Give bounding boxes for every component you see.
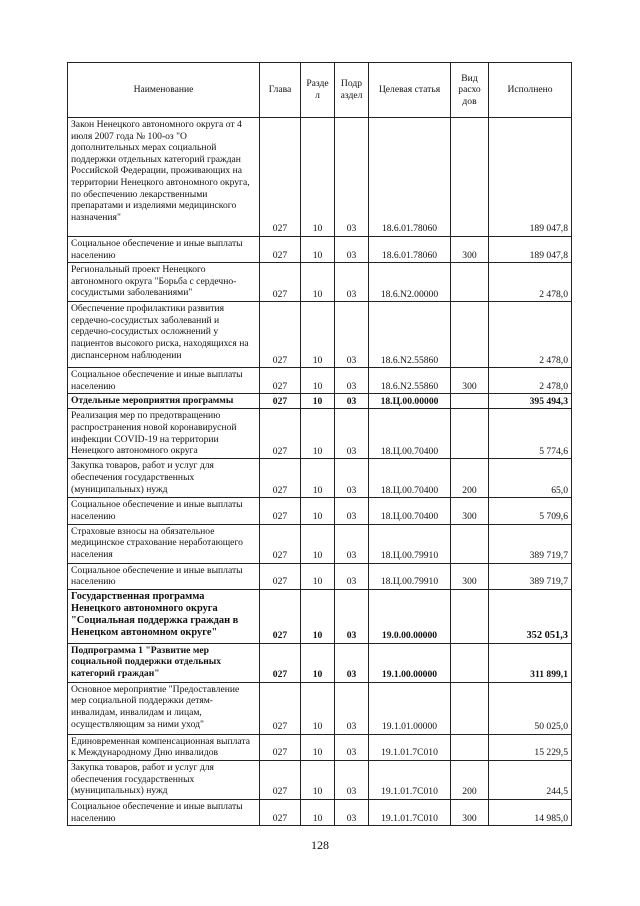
table-row: [68, 524, 572, 563]
row-vid: 200: [451, 760, 489, 799]
row-sum: 2 478,0: [489, 302, 572, 368]
row-vid: 300: [451, 799, 489, 825]
row-glava: 027: [260, 589, 301, 643]
table-row: [68, 394, 572, 409]
row-razdel: 10: [301, 394, 335, 409]
row-podrazdel: 03: [335, 643, 369, 682]
table-row: [68, 368, 572, 394]
row-razdel: 10: [301, 368, 335, 394]
row-razdel: 10: [301, 799, 335, 825]
row-glava: 027: [260, 563, 301, 589]
header-podrazdel: Подр аздел: [335, 63, 369, 118]
row-vid: 200: [451, 459, 489, 498]
row-sum: 311 899,1: [489, 643, 572, 682]
row-statya: 19.1.01.7С010: [369, 760, 451, 799]
row-glava: 027: [260, 237, 301, 263]
row-name: Социальное обеспечение и иные выплаты населению: [68, 563, 260, 589]
row-podrazdel: 03: [335, 589, 369, 643]
row-glava: 027: [260, 643, 301, 682]
row-podrazdel: 03: [335, 734, 369, 760]
row-razdel: 10: [301, 682, 335, 734]
table-row: [68, 589, 572, 643]
row-glava: 027: [260, 799, 301, 825]
row-sum: 189 047,8: [489, 237, 572, 263]
row-name: Социальное обеспечение и иные выплаты населению: [68, 498, 260, 524]
row-glava: 027: [260, 409, 301, 459]
row-name: Социальное обеспечение и иные выплаты населению: [68, 237, 260, 263]
row-sum: 395 494,3: [489, 394, 572, 409]
table-row: [68, 734, 572, 760]
table-row: [68, 563, 572, 589]
row-podrazdel: 03: [335, 524, 369, 563]
row-podrazdel: 03: [335, 368, 369, 394]
row-vid: [451, 682, 489, 734]
row-sum: 2 478,0: [489, 263, 572, 302]
budget-table: [67, 62, 572, 826]
row-sum: 352 051,3: [489, 589, 572, 643]
row-statya: 18.Ц.00.79910: [369, 524, 451, 563]
row-glava: 027: [260, 760, 301, 799]
row-razdel: 10: [301, 118, 335, 237]
row-statya: 19.1.01.7С010: [369, 799, 451, 825]
row-glava: 027: [260, 524, 301, 563]
row-name: Социальное обеспечение и иные выплаты населению: [68, 368, 260, 394]
row-sum: 50 025,0: [489, 682, 572, 734]
row-glava: 027: [260, 263, 301, 302]
row-vid: [451, 643, 489, 682]
row-name: Обеспечение профилактики развития сердечно-сосудистых заболеваний и сердечно-сосудистых осложнений у пациентов высокого риска, находящихся на диспансерном наблюдении: [68, 302, 260, 368]
row-vid: [451, 524, 489, 563]
budget-table-container: [67, 62, 572, 826]
row-glava: 027: [260, 394, 301, 409]
row-name: Социальное обеспечение и иные выплаты населению: [68, 799, 260, 825]
table-row: [68, 118, 572, 237]
row-vid: [451, 302, 489, 368]
row-statya: 18.6.01.78060: [369, 118, 451, 237]
row-vid: [451, 118, 489, 237]
row-razdel: 10: [301, 563, 335, 589]
row-name: Закупка товаров, работ и услуг для обеспечения государственных (муниципальных) нужд: [68, 459, 260, 498]
row-statya: 18.6.N2.00000: [369, 263, 451, 302]
row-razdel: 10: [301, 643, 335, 682]
row-statya: 19.1.01.7С010: [369, 734, 451, 760]
row-statya: 19.0.00.00000: [369, 589, 451, 643]
row-glava: 027: [260, 682, 301, 734]
table-row: [68, 682, 572, 734]
row-name: Закон Ненецкого автономного округа от 4 июля 2007 года № 100-оз "О дополнительных мерах социальной поддержки отдельных категорий граждан Российской Федерации, проживающих на территории Ненецкого автономного округа, по обеспечению лекарственными препаратами и изделиями медицинского назначения": [68, 118, 260, 237]
row-podrazdel: 03: [335, 799, 369, 825]
row-sum: 389 719,7: [489, 524, 572, 563]
row-razdel: 10: [301, 409, 335, 459]
row-vid: 300: [451, 498, 489, 524]
row-statya: 18.6.N2.55860: [369, 368, 451, 394]
table-row: [68, 643, 572, 682]
row-razdel: 10: [301, 263, 335, 302]
row-name: Основное мероприятие "Предоставление мер социальной поддержки детям-инвалидам, инвалидам и лицам, осуществляющим за ними уход": [68, 682, 260, 734]
row-statya: 19.1.00.00000: [369, 643, 451, 682]
row-vid: [451, 394, 489, 409]
row-sum: 65,0: [489, 459, 572, 498]
row-vid: 300: [451, 368, 489, 394]
row-statya: 18.6.01.78060: [369, 237, 451, 263]
row-name: Страховые взносы на обязательное медицинское страхование неработающего населения: [68, 524, 260, 563]
row-podrazdel: 03: [335, 302, 369, 368]
row-sum: 244,5: [489, 760, 572, 799]
row-sum: 5 709,6: [489, 498, 572, 524]
header-name: Наименование: [68, 63, 260, 118]
row-razdel: 10: [301, 237, 335, 263]
row-razdel: 10: [301, 734, 335, 760]
table-row: [68, 498, 572, 524]
table-row: [68, 799, 572, 825]
header-razdel: Разде л: [301, 63, 335, 118]
row-vid: [451, 409, 489, 459]
row-sum: 2 478,0: [489, 368, 572, 394]
header-statya: Целевая статья: [369, 63, 451, 118]
row-razdel: 10: [301, 760, 335, 799]
row-glava: 027: [260, 118, 301, 237]
row-glava: 027: [260, 368, 301, 394]
row-podrazdel: 03: [335, 237, 369, 263]
row-name: Региональный проект Ненецкого автономного округа "Борьба с сердечно-сосудистыми заболеваниями": [68, 263, 260, 302]
header-glava: Глава: [260, 63, 301, 118]
row-vid: [451, 589, 489, 643]
row-statya: 18.Ц.00.70400: [369, 498, 451, 524]
row-vid: [451, 263, 489, 302]
row-podrazdel: 03: [335, 498, 369, 524]
table-row: [68, 263, 572, 302]
row-sum: 389 719,7: [489, 563, 572, 589]
row-statya: 18.Ц.00.00000: [369, 394, 451, 409]
row-vid: 300: [451, 237, 489, 263]
row-glava: 027: [260, 734, 301, 760]
table-row: [68, 760, 572, 799]
row-glava: 027: [260, 498, 301, 524]
row-podrazdel: 03: [335, 409, 369, 459]
row-sum: 15 229,5: [489, 734, 572, 760]
row-name: Единовременная компенсационная выплата к Международному Дню инвалидов: [68, 734, 260, 760]
row-glava: 027: [260, 302, 301, 368]
row-vid: 300: [451, 563, 489, 589]
row-podrazdel: 03: [335, 760, 369, 799]
header-vid: Вид расхо дов: [451, 63, 489, 118]
row-statya: 18.Ц.00.70400: [369, 459, 451, 498]
row-name: Государственная программа Ненецкого автономного округа "Социальная поддержка граждан в Ненецком автономном округе": [68, 589, 260, 643]
row-podrazdel: 03: [335, 563, 369, 589]
row-statya: 18.Ц.00.79910: [369, 563, 451, 589]
row-name: Отдельные мероприятия программы: [68, 394, 260, 409]
row-sum: 5 774,6: [489, 409, 572, 459]
row-razdel: 10: [301, 498, 335, 524]
row-razdel: 10: [301, 524, 335, 563]
row-podrazdel: 03: [335, 394, 369, 409]
row-name: Закупка товаров, работ и услуг для обеспечения государственных (муниципальных) нужд: [68, 760, 260, 799]
row-podrazdel: 03: [335, 682, 369, 734]
row-razdel: 10: [301, 302, 335, 368]
row-statya: 19.1.01.00000: [369, 682, 451, 734]
row-podrazdel: 03: [335, 118, 369, 237]
row-sum: 189 047,8: [489, 118, 572, 237]
row-podrazdel: 03: [335, 459, 369, 498]
table-header-row: [68, 63, 572, 118]
row-statya: 18.6.N2.55860: [369, 302, 451, 368]
row-sum: 14 985,0: [489, 799, 572, 825]
table-row: [68, 409, 572, 459]
table-row: [68, 459, 572, 498]
row-razdel: 10: [301, 589, 335, 643]
page-number: 128: [311, 838, 329, 852]
row-name: Подпрограмма 1 "Развитие мер социальной поддержки отдельных категорий граждан": [68, 643, 260, 682]
row-podrazdel: 03: [335, 263, 369, 302]
table-row: [68, 237, 572, 263]
row-glava: 027: [260, 459, 301, 498]
row-vid: [451, 734, 489, 760]
row-statya: 18.Ц.00.70400: [369, 409, 451, 459]
table-row: [68, 302, 572, 368]
row-razdel: 10: [301, 459, 335, 498]
row-name: Реализация мер по предотвращению распространения новой коронавирусной инфекции COVID-19 на территории Ненецкого автономного округа: [68, 409, 260, 459]
header-ispolneno: Исполнено: [489, 63, 572, 118]
